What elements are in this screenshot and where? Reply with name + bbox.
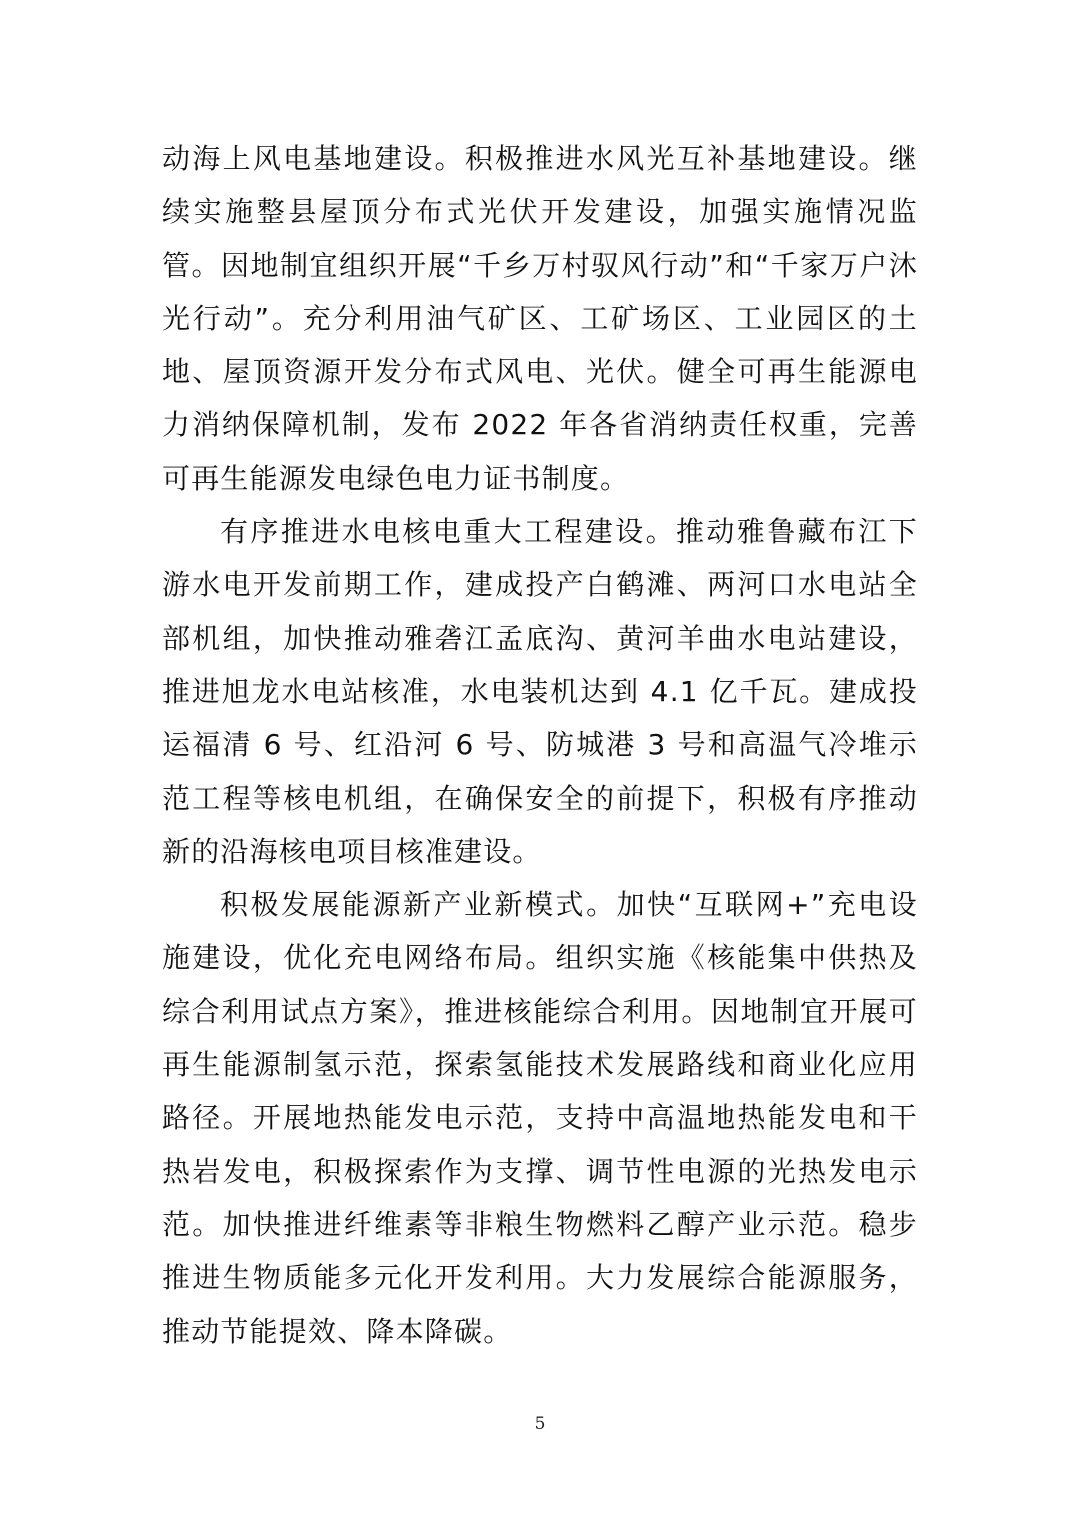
page-number: 5 <box>534 1414 546 1434</box>
document-body <box>162 132 918 1358</box>
paragraph-offshore-wind: 动海上风电基地建设。积极推进水风光互补基地建设。继续实施整县屋顶分布式光伏开发建设，加强实施情况监管。因地制宜组织开展“千乡万村驭风行动”和“千家万户沐光行动”。充分利用油气矿区、工矿场区、工业园区的土地、屋顶资源开发分布式风电、光伏。健全可再生能源电力消纳保障机制，发布 2022 年各省消纳责任权重，完善可再生能源发电绿色电力证书制度。 <box>162 142 918 495</box>
paragraph-new-energy-industries: 积极发展能源新产业新模式。加快“互联网+”充电设施建设，优化充电网络布局。组织实施《核能集中供热及综合利用试点方案》，推进核能综合利用。因地制宜开展可再生能源制氢示范，探索氢能技术发展路线和商业化应用路径。开展地热能发电示范，支持中高温地热能发电和干热岩发电，积极探索作为支撑、调节性电源的光热发电示范。加快推进纤维素等非粮生物燃料乙醇产业示范。稳步推进生物质能多元化开发利用。大力发展综合能源服务，推动节能提效、降本降碳。 <box>162 888 918 1348</box>
paragraph-hydro-nuclear: 有序推进水电核电重大工程建设。推动雅鲁藏布江下游水电开发前期工作，建成投产白鹤滩、两河口水电站全部机组，加快推动雅砻江孟底沟、黄河羊曲水电站建设，推进旭龙水电站核准，水电装机达到 4.1 亿千瓦。建成投运福清 6 号、红沿河 6 号、防城港 3 号和高温气冷堆示范工程等核电机组，在确保安全的前提下，积极有序推动新的沿海核电项目核准建设。 <box>162 515 918 868</box>
